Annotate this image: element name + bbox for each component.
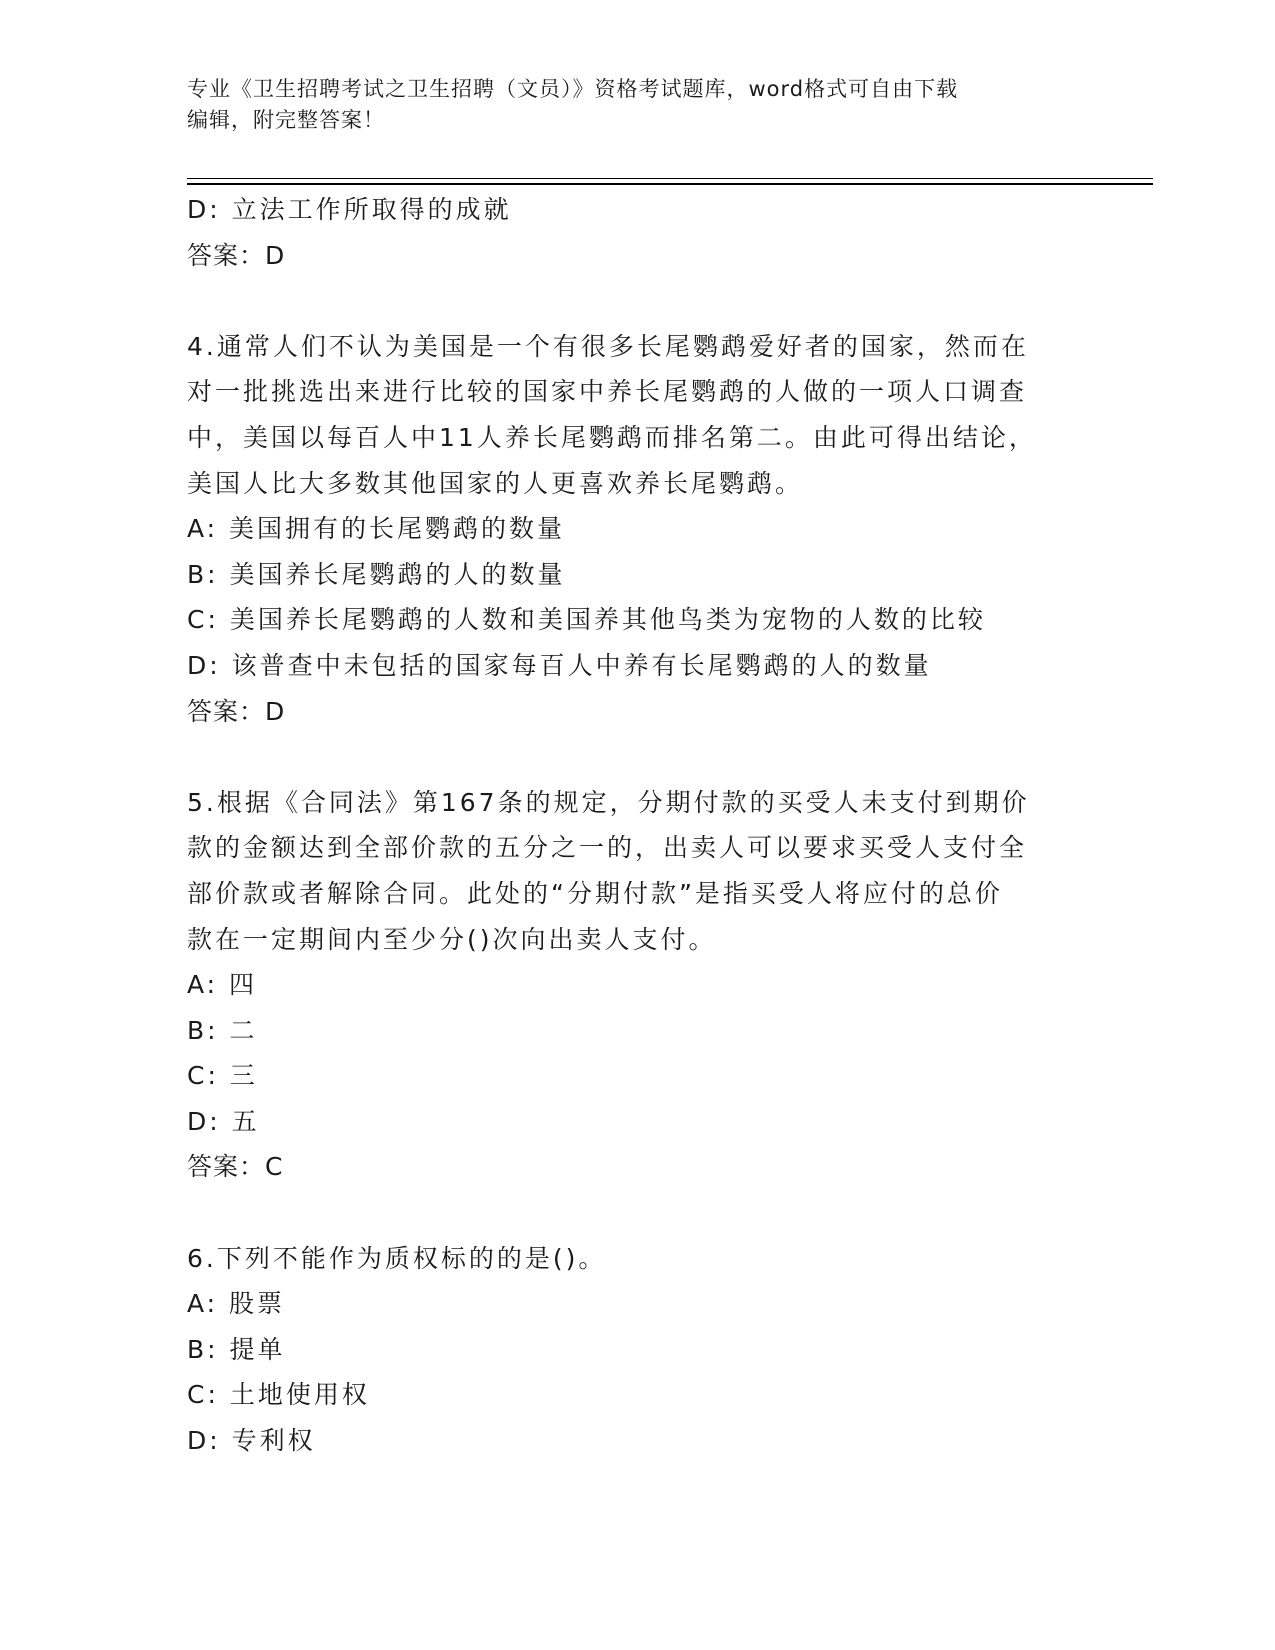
- header-line-2: 编辑，附完整答案！: [187, 108, 385, 132]
- q6-option-a: A: 股票: [187, 1289, 286, 1319]
- q6-option-b: B: 提单: [187, 1334, 286, 1364]
- q6-stem-line-1: 6.下列不能作为质权标的的是()。: [187, 1243, 607, 1273]
- q4-option-d: D: 该普查中未包括的国家每百人中养有长尾鹦鹉的人的数量: [187, 650, 932, 680]
- header-rule-thin: [187, 178, 1153, 179]
- question-list: [187, 187, 1067, 1464]
- header-line-1: 专业《卫生招聘考试之卫生招聘（文员）》资格考试题库，word格式可自由下载: [187, 77, 959, 101]
- q4-stem-line-4: 美国人比大多数其他国家的人更喜欢养长尾鹦鹉。: [187, 468, 804, 498]
- q6-option-c: C: 土地使用权: [187, 1380, 370, 1410]
- q4-stem-line-1: 4.通常人们不认为美国是一个有很多长尾鹦鹉爱好者的国家，然而在: [187, 331, 1029, 361]
- spacer: [187, 278, 1067, 324]
- q4-option-c: C: 美国养长尾鹦鹉的人数和美国养其他鸟类为宠物的人数的比较: [187, 605, 986, 635]
- header-rule-thick: [187, 183, 1153, 185]
- q5-stem-line-2: 款的金额达到全部价款的五分之一的，出卖人可以要求买受人支付全: [187, 833, 1028, 863]
- q3-option-d: D: 立法工作所取得的成就: [187, 195, 512, 224]
- q4-answer: 答案：D: [187, 696, 286, 726]
- q5-option-b: B: 二: [187, 1015, 258, 1045]
- q5-option-c: C: 三: [187, 1061, 258, 1091]
- q5-answer: 答案：C: [187, 1152, 284, 1182]
- question-4: [187, 324, 1067, 734]
- question-5: [187, 780, 1067, 1190]
- q4-option-a: A: 美国拥有的长尾鹦鹉的数量: [187, 514, 566, 544]
- q5-stem-line-1: 5.根据《合同法》第167条的规定，分期付款的买受人未支付到期价: [187, 787, 1030, 817]
- q4-option-b: B: 美国养长尾鹦鹉的人的数量: [187, 559, 566, 589]
- q6-option-d: D: 专利权: [187, 1426, 316, 1456]
- question-6: [187, 1236, 1067, 1464]
- q3-answer: 答案：D: [187, 240, 286, 270]
- spacer: [187, 1190, 1067, 1236]
- document-header: [187, 74, 1087, 136]
- q5-option-a: A: 四: [187, 970, 258, 1000]
- q4-stem-line-2: 对一批挑选出来进行比较的国家中养长尾鹦鹉的人做的一项人口调查: [187, 377, 1028, 407]
- q5-stem-line-4: 款在一定期间内至少分()次向出卖人支付。: [187, 924, 717, 954]
- q5-stem-line-3: 部价款或者解除合同。此处的“分期付款”是指买受人将应付的总价: [187, 878, 1003, 908]
- q5-option-d: D: 五: [187, 1106, 260, 1136]
- spacer: [187, 734, 1067, 780]
- q4-stem-line-3: 中，美国以每百人中11人养长尾鹦鹉而排名第二。由此可得出结论，: [187, 422, 1037, 452]
